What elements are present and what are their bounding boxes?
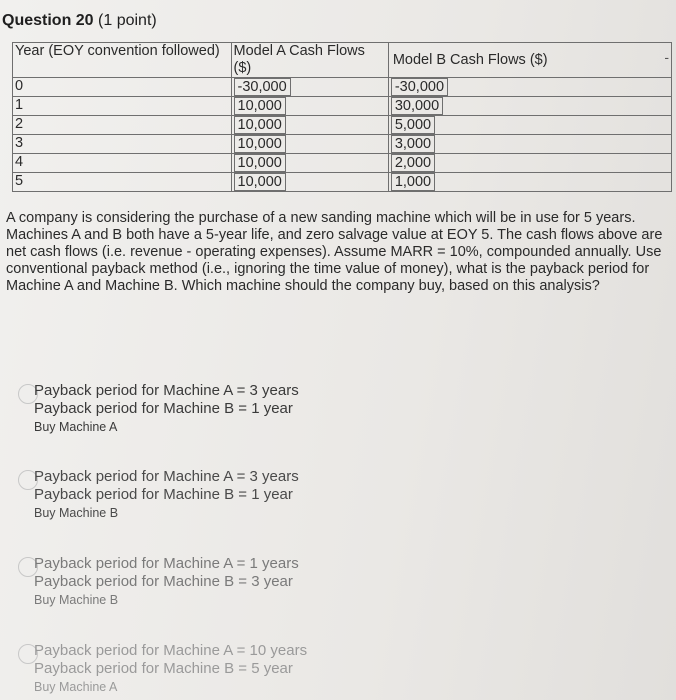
option-line-b: Payback period for Machine B = 3 year xyxy=(34,573,293,590)
year-cell: 5 xyxy=(13,173,232,192)
model-b-value: 1,000 xyxy=(391,173,435,191)
header-year: Year (EOY convention followed) xyxy=(13,43,232,78)
model-b-cell xyxy=(388,154,671,173)
cash-flow-table xyxy=(12,42,672,192)
answer-option-text xyxy=(34,555,299,609)
table-row xyxy=(13,173,672,192)
option-line-buy: Buy Machine B xyxy=(34,593,119,607)
option-line-b: Payback period for Machine B = 5 year xyxy=(34,660,293,677)
model-b-value: -30,000 xyxy=(391,78,448,96)
header-model-b-label: Model B Cash Flows ($) xyxy=(392,51,548,68)
option-line-a: Payback period for Machine A = 10 years xyxy=(34,642,308,659)
model-b-value: 5,000 xyxy=(391,116,435,134)
question-description: A company is considering the purchase of a new sanding machine which will be in use for 5 years. Machines A and B both have a 5-year life, and zero salvage value at EOY 5. The cash flows above are net cash flows (i.e. revenue - operating expenses). Assume MARR = 10%, compounded annually. Use conventional payback method (i.e., ignoring the time value of money), what is the payback period for Machine A and Machine B. Which machine should the company buy, based on this analysis? xyxy=(6,210,663,294)
model-b-cell xyxy=(388,116,671,135)
model-a-cell xyxy=(231,173,388,192)
table-row xyxy=(13,116,672,135)
question-title xyxy=(2,12,157,30)
model-a-cell xyxy=(231,97,388,116)
option-line-b: Payback period for Machine B = 1 year xyxy=(34,486,293,503)
answer-option-text xyxy=(34,382,299,436)
header-model-a: Model A Cash Flows ($) xyxy=(231,43,388,78)
model-a-value: 10,000 xyxy=(234,154,286,172)
table-header-row xyxy=(13,43,672,78)
table-row xyxy=(13,135,672,154)
option-line-a: Payback period for Machine A = 1 years xyxy=(34,555,299,572)
year-cell: 1 xyxy=(13,97,232,116)
model-a-value: 10,000 xyxy=(234,116,286,134)
year-cell: 0 xyxy=(13,78,232,97)
model-a-value: -30,000 xyxy=(234,78,291,96)
option-line-buy: Buy Machine A xyxy=(34,680,118,694)
model-a-value: 10,000 xyxy=(234,135,286,153)
model-a-value: 10,000 xyxy=(234,173,286,191)
model-b-cell xyxy=(388,78,671,97)
header-model-b xyxy=(388,43,671,78)
table-row xyxy=(13,78,672,97)
model-a-cell xyxy=(231,116,388,135)
model-a-cell xyxy=(231,154,388,173)
table-row xyxy=(13,97,672,116)
model-b-cell xyxy=(388,173,671,192)
model-a-cell xyxy=(231,78,388,97)
option-line-a: Payback period for Machine A = 3 years xyxy=(34,468,299,485)
model-a-cell xyxy=(231,135,388,154)
question-number: Question 20 xyxy=(2,12,94,29)
table-row xyxy=(13,154,672,173)
option-line-b: Payback period for Machine B = 1 year xyxy=(34,400,293,417)
year-cell: 4 xyxy=(13,154,232,173)
answer-option-text xyxy=(34,468,299,522)
answer-option-text xyxy=(34,642,307,696)
model-b-value: 3,000 xyxy=(391,135,435,153)
model-b-value: 30,000 xyxy=(391,97,443,115)
year-cell: 3 xyxy=(13,135,232,154)
minus-icon: - xyxy=(664,49,669,65)
model-a-value: 10,000 xyxy=(234,97,286,115)
option-line-buy: Buy Machine A xyxy=(34,420,118,434)
model-b-value: 2,000 xyxy=(391,154,435,172)
model-b-cell xyxy=(388,135,671,154)
model-b-cell xyxy=(388,97,671,116)
year-cell: 2 xyxy=(13,116,232,135)
question-points: (1 point) xyxy=(98,12,157,29)
option-line-a: Payback period for Machine A = 3 years xyxy=(34,382,299,399)
option-line-buy: Buy Machine B xyxy=(34,506,119,520)
